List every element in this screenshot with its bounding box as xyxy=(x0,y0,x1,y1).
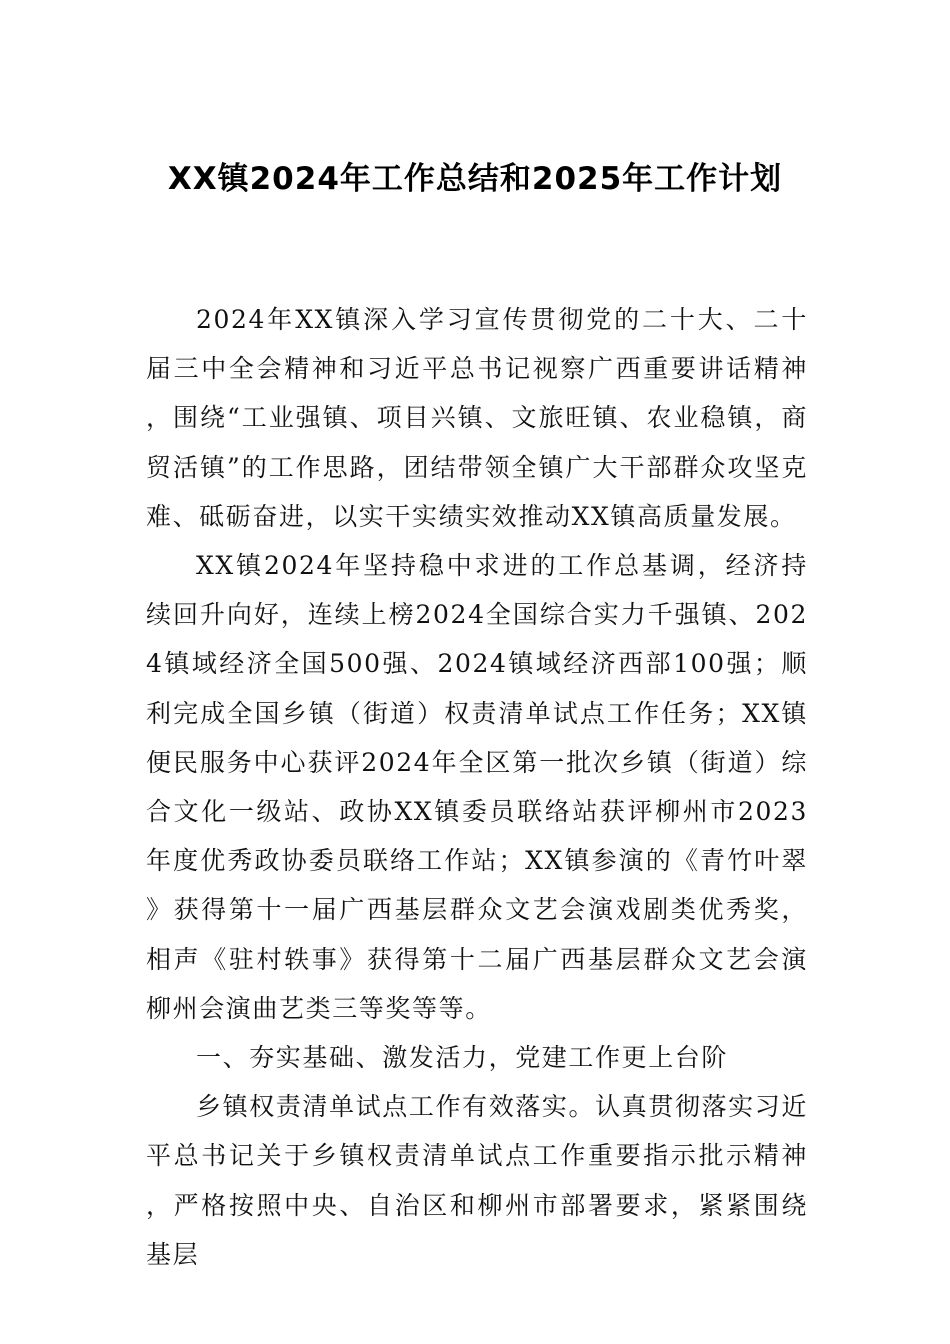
paragraph-power-list-pilot: 乡镇权责清单试点工作有效落实。认真贯彻落实习近平总书记关于乡镇权责清单试点工作重要指示批示精神，严格按照中央、自治区和柳州市部署要求，紧紧围绕基层 xyxy=(146,1092,808,1269)
document-title: XX镇2024年工作总结和2025年工作计划 xyxy=(167,161,783,197)
paragraph-intro: 2024年XX镇深入学习宣传贯彻党的二十大、二十届三中全会精神和习近平总书记视察广西重要讲话精神，围绕“工业强镇、项目兴镇、文旅旺镇、农业稳镇，商贸活镇”的工作思路，团结带领全镇广大干部群众攻坚克难、砥砺奋进，以实干实绩实效推动XX镇高质量发展。 xyxy=(146,305,808,531)
paragraph-achievements: XX镇2024年坚持稳中求进的工作总基调，经济持续回升向好，连续上榜2024全国综合实力千强镇、2024镇域经济全国500强、2024镇域经济西部100强；顺利完成全国乡镇（街道）权责清单试点工作任务；XX镇便民服务中心获评2024年全区第一批次乡镇（街道）综合文化一级站、政协XX镇委员联络站获评柳州市2023年度优秀政协委员联络工作站；XX镇参演的《青竹叶翠》获得第十一届广西基层群众文艺会演戏剧类优秀奖，相声《驻村轶事》获得第十二届广西基层群众文艺会演柳州会演曲艺类三等奖等等。 xyxy=(146,551,808,1023)
section-heading-party-building: 一、夯实基础、激发活力，党建工作更上台阶 xyxy=(196,1043,729,1073)
document-body xyxy=(146,295,808,1279)
